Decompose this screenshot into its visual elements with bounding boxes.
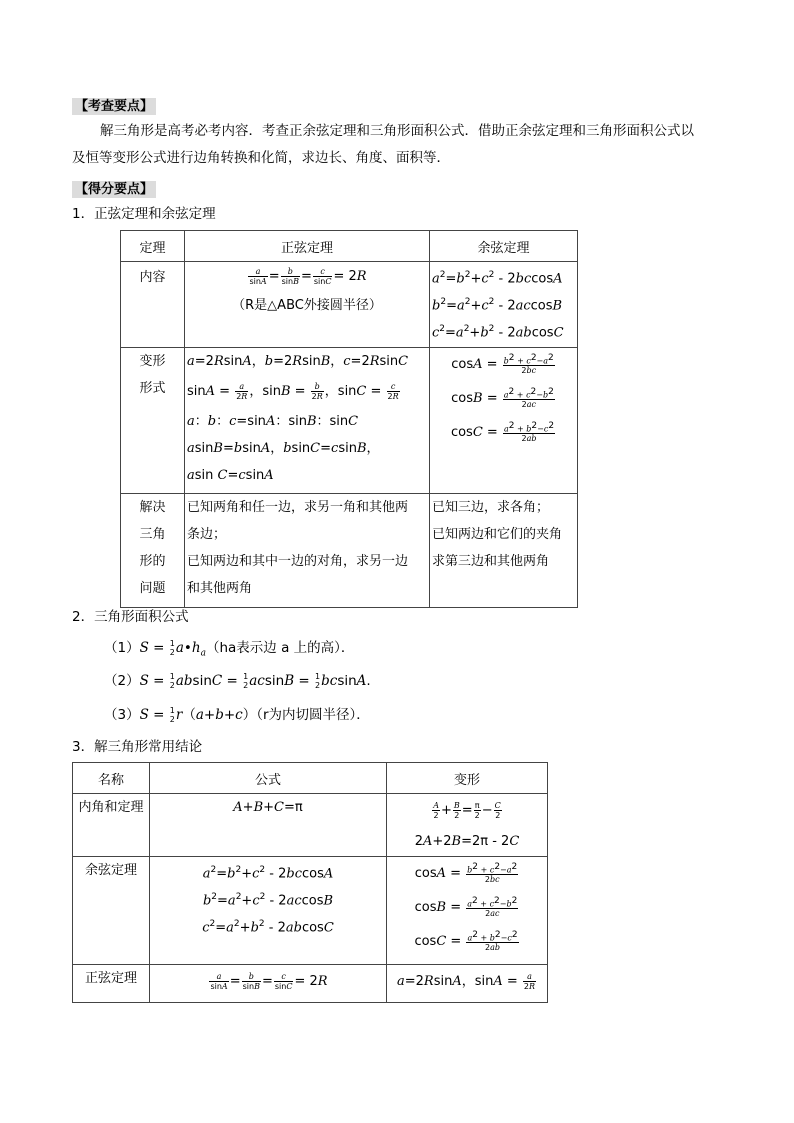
conclusions-table: [72, 762, 548, 1003]
row-sine-label: 正弦定理: [73, 965, 150, 1003]
sine-formula: $\frac{a}{\sin A}$ = $\frac{b}{\sin B}$ = $\frac{c}{\sin C}$ = 2R: [150, 965, 387, 1003]
sine-variant: a=2RsinA，sinA = $\frac{a}{2R}$: [387, 965, 548, 1003]
tag-label: 【考查要点】: [72, 98, 156, 115]
angle-sum-formula: A+B+C=π: [150, 794, 387, 857]
tag-score-points: [72, 178, 156, 197]
cosine-formulas: $a^2=b^2+c^2 - 2bccosA$ $b^2=a^2+c^2 - 2accosB$ $c^2=a^2+b^2 - 2abcosC$: [150, 857, 387, 965]
row-angle-sum-label: 内角和定理: [73, 794, 150, 857]
sine-law-variants: a=2RsinA，b=2RsinB，c=2RsinC sinA = $\frac{a}{2R}$ ，sinB = $\frac{b}{2R}$ ，sinC = $\frac{c}{2R}$ a：b：c=sinA：sinB：sinC asinB=bsinA，bsinC=csinB， asin C=csinA: [185, 348, 430, 494]
header-formula: 公式: [150, 763, 387, 794]
cosine-law-problems: 已知三边，求各角； 已知两边和它们的夹角 求第三边和其他两角: [430, 494, 578, 608]
row-variant-label: 变形 形式: [121, 348, 185, 494]
section1-title: 1．正弦定理和余弦定理: [72, 206, 216, 222]
tag-exam-points: [72, 95, 156, 114]
intro-line-1: 解三角形是高考必考内容．考查正余弦定理和三角形面积公式．借助正余弦定理和三角形面积公式以: [100, 123, 694, 139]
sine-law-problems: 已知两角和任一边，求另一角和其他两 条边； 已知两边和其中一边的对角，求另一边 和其他两角: [185, 494, 430, 608]
cosine-law-formulas: $a^2=b^2+c^2 - 2bccosA$ $b^2=a^2+c^2 - 2accosB$ $c^2=a^2+b^2 - 2abcosC$: [430, 262, 578, 348]
area-formula-1: （1）S = 1 2 $a•h_a(ha$表示边 a 上的高）．: [104, 639, 355, 659]
intro-line-2: 及恒等变形公式进行边角转换和化简，求边长、角度、面积等．: [72, 150, 450, 166]
angle-sum-variants: $\frac{A}{2}$ + $\frac{B}{2}$ = $\frac{\pi}{2}$ − $\frac{C}{2}$ 2A+2B=2π - 2C: [387, 794, 548, 857]
header-name: 名称: [73, 763, 150, 794]
cosine-law-variants: cosA = $\frac{b^2 + c^2-a^2}{2bc}$ cosB = $\frac{a^2 + c^2-b^2}{2ac}$ cosC = $\frac{a^2 + b^2-c^2}{2ab}$: [430, 348, 578, 494]
row-problems-label: 解决 三角 形的 问题: [121, 494, 185, 608]
area-formula-2: （2）S = 1 2 absinC = 1 2 acsinB = 1 2 bcsinA.: [104, 672, 371, 690]
sine-law-formula: $\frac{a}{\sin A}$ = $\frac{b}{\sin B}$ = $\frac{c}{\sin C}$ = 2R （R是△ABC外接圆半径）: [185, 262, 430, 348]
row-content-label: 内容: [121, 262, 185, 348]
area-formula-3: （3）S = 1 2 r（a+b+c）（r为内切圆半径）．: [104, 706, 370, 724]
area-formula-1-note: （ha表示边 a 上的高）．: [205, 640, 355, 656]
circumradius-note: （R是△ABC外接圆半径）: [232, 298, 382, 313]
header-cosine: 余弦定理: [430, 231, 578, 262]
cosine-variants: cosA = $\frac{b^2 + c^2-a^2}{2bc}$ cosB = $\frac{a^2 + c^2-b^2}{2ac}$ cosC = $\frac{a^2 + b^2-c^2}{2ab}$: [387, 857, 548, 965]
header-sine: 正弦定理: [185, 231, 430, 262]
area-formula-3-note: （r为内切圆半径）．: [256, 707, 370, 723]
row-cosine-label: 余弦定理: [73, 857, 150, 965]
header-variant: 变形: [387, 763, 548, 794]
tag-label: 【得分要点】: [72, 181, 156, 198]
section3-title: 3．解三角形常用结论: [72, 739, 203, 755]
section2-title: 2．三角形面积公式: [72, 609, 189, 625]
header-theorem: 定理: [121, 231, 185, 262]
sine-cosine-table: [120, 230, 578, 608]
